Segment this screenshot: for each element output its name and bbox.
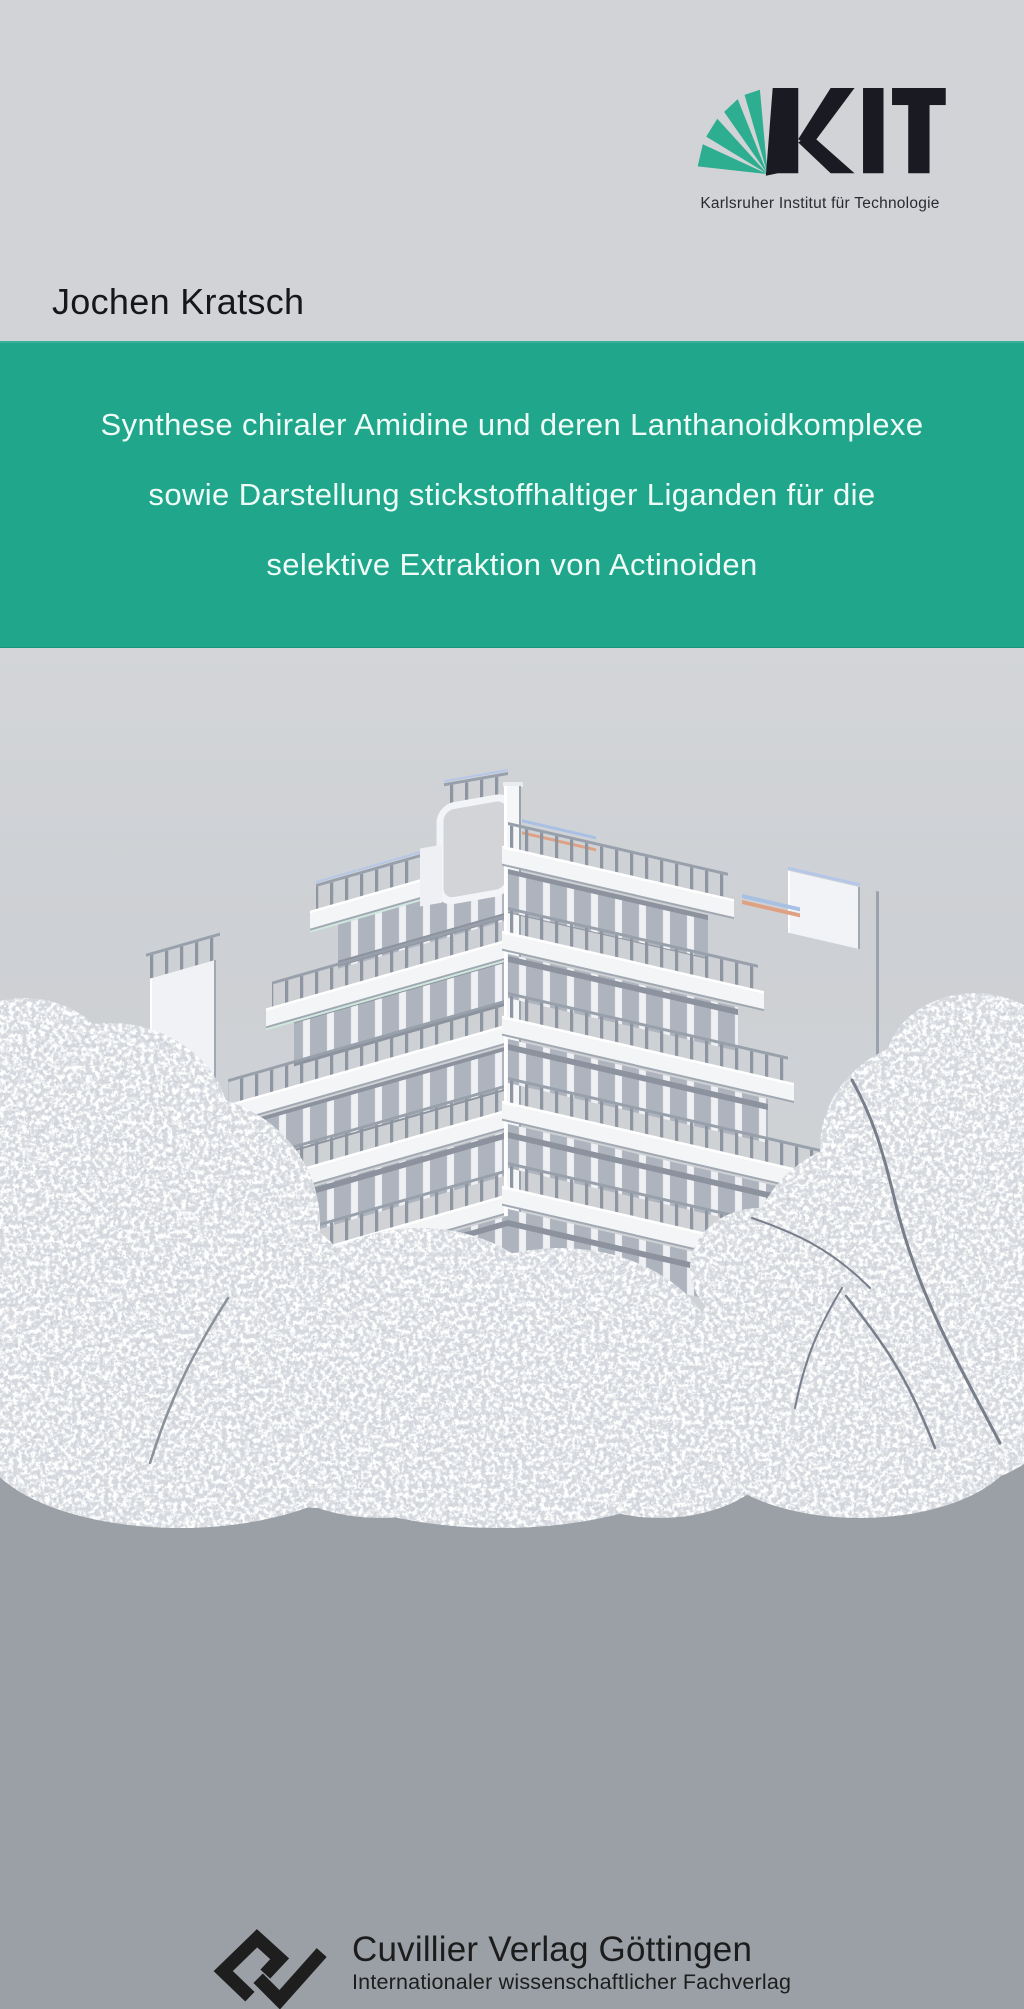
publisher-tagline: Internationaler wissenschaftlicher Fachverlag: [352, 1970, 792, 1994]
building-relief-illustration: [0, 648, 1024, 1463]
title-band: [0, 341, 1024, 648]
publisher-block: [210, 1929, 791, 2009]
title-line-2: sowie Darstellung stickstoffhaltiger Liganden für die: [148, 477, 876, 512]
cover-header: [0, 0, 1024, 341]
kit-logo: [694, 88, 946, 213]
cuvillier-logo-icon: [210, 1929, 338, 2009]
publisher-name: Cuvillier Verlag Göttingen: [352, 1930, 753, 1969]
title-line-1: Synthese chiraler Amidine und deren Lanthanoidkomplexe: [100, 407, 924, 442]
kit-logo-icon: [694, 88, 946, 192]
kit-subtitle: Karlsruher Institut für Technologie: [700, 195, 940, 212]
title-line-3: selektive Extraktion von Actinoiden: [266, 547, 758, 582]
author-name: Jochen Kratsch: [52, 281, 305, 322]
cover-artwork: [0, 648, 1024, 1994]
